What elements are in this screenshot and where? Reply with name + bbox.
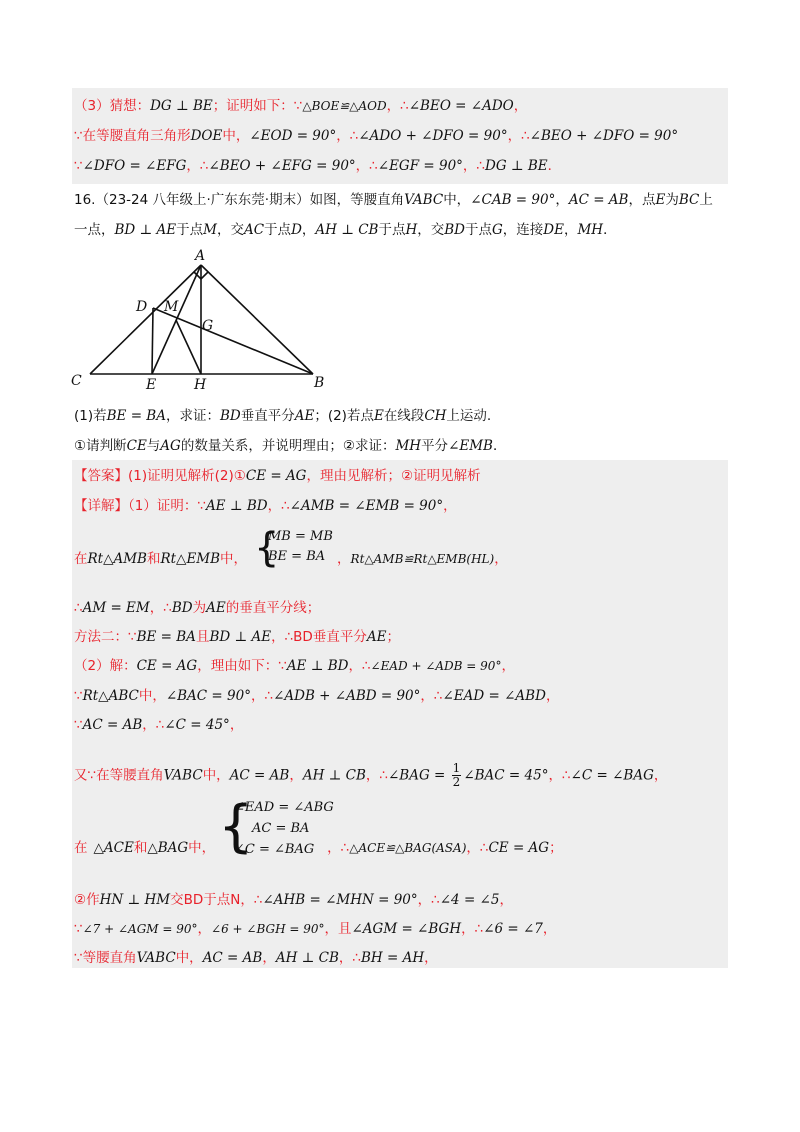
prev-line-2: ∵在等腰直角三角形DOE中，∠EOD = 90°，∴∠ADO + ∠DFO = 90°，∴∠BEO + ∠DFO = 90° — [74, 128, 679, 144]
answer-line-12: ∵∠7 + ∠AGM = 90°，∠6 + ∠BGH = 90°，且∠AGM = ∠BGH，∴∠6 = ∠7， — [74, 921, 557, 937]
question-line-2: ①请判断CE与AG的数量关系，并说明理由；②求证：MH平分∠EMB． — [74, 438, 507, 454]
prev-line-1: （3）猜想：DG ⊥ BE；证明如下：∵△BOE≌△AOD，∴∠BEO = ∠ADO， — [74, 98, 528, 114]
answer-line-4: ∴AM = EM，∴BD为AE的垂直平分线； — [74, 600, 321, 616]
answer-line-1: 【答案】(1)证明见解析(2)①CE = AG，理由见解析；②证明见解析 — [74, 468, 481, 484]
prev-line-3: ∵∠DFO = ∠EFG，∴∠BEO + ∠EFG = 90°，∴∠EGF = 90°，∴DG ⊥ BE． — [74, 158, 562, 174]
problem-line-1: 16.（23-24 八年级上·广东东莞·期末）如图，等腰直角VABC中，∠CAB = 90°，AC = AB，点E为BC上 — [74, 192, 713, 208]
answer-line-7: ∵Rt△ABC中，∠BAC = 90°，∴∠ADB + ∠ABD = 90°，∴∠EAD = ∠ABD， — [74, 688, 560, 704]
answer-line-10: 在 △ACE和△BAG中， ，∴△ACE≌△BAG(ASA)，∴CE = AG； — [74, 840, 563, 856]
segment-BD — [153, 308, 313, 374]
geometry-figure — [70, 245, 340, 395]
segment-AB — [201, 265, 313, 374]
segment-CA — [90, 265, 201, 374]
fraction-half: $\frac{1}{2}$ — [452, 761, 461, 789]
label-E: E — [146, 377, 157, 393]
label-D: D — [136, 299, 148, 315]
answer-line-13: ∵等腰直角VABC中，AC = AB，AH ⊥ CB，∴BH = AH， — [74, 950, 438, 966]
answer-line-5: 方法二：∵BE = BA且BD ⊥ AE，∴BD垂直平分AE； — [74, 629, 400, 645]
problem-line-2: 一点，BD ⊥ AE于点M，交AC于点D，AH ⊥ CB于点H，交BD于点G，连接DE，MH． — [74, 222, 617, 238]
label-B: B — [314, 375, 325, 391]
label-M: M — [164, 299, 179, 315]
answer-line-9: 又∵在等腰直角VABC中，AC = AB，AH ⊥ CB，∴∠BAG = $\frac{1}{2}$ ∠BAC = 45°，∴∠C = ∠BAG， — [74, 761, 668, 789]
answer-line-11: ②作HN ⊥ HM交BD于点N，∴∠AHB = ∠MHN = 90°，∴∠4 = ∠5， — [74, 892, 513, 908]
answer-line-2: 【详解】（1）证明：∵AE ⊥ BD，∴∠AMB = ∠EMB = 90°， — [74, 498, 457, 514]
label-H: H — [194, 377, 207, 393]
answer-line-6: （2）解：CE = AG，理由如下：∵AE ⊥ BD，∴∠EAD + ∠ADB = 90°， — [74, 658, 515, 674]
answer-line-8: ∵AC = AB，∴∠C = 45°， — [74, 717, 244, 733]
label-A: A — [195, 248, 206, 264]
answer-line-3: 在Rt△AMB和Rt△EMB中， ，Rt△AMB≌Rt△EMB(HL)， — [74, 551, 508, 567]
question-line-1: (1)若BE = BA，求证：BD垂直平分AE；(2)若点E在线段CH上运动. — [74, 408, 492, 424]
segment-MH — [176, 320, 201, 374]
label-C: C — [71, 373, 82, 389]
label-G: G — [202, 318, 214, 334]
segment-DE — [152, 308, 153, 374]
